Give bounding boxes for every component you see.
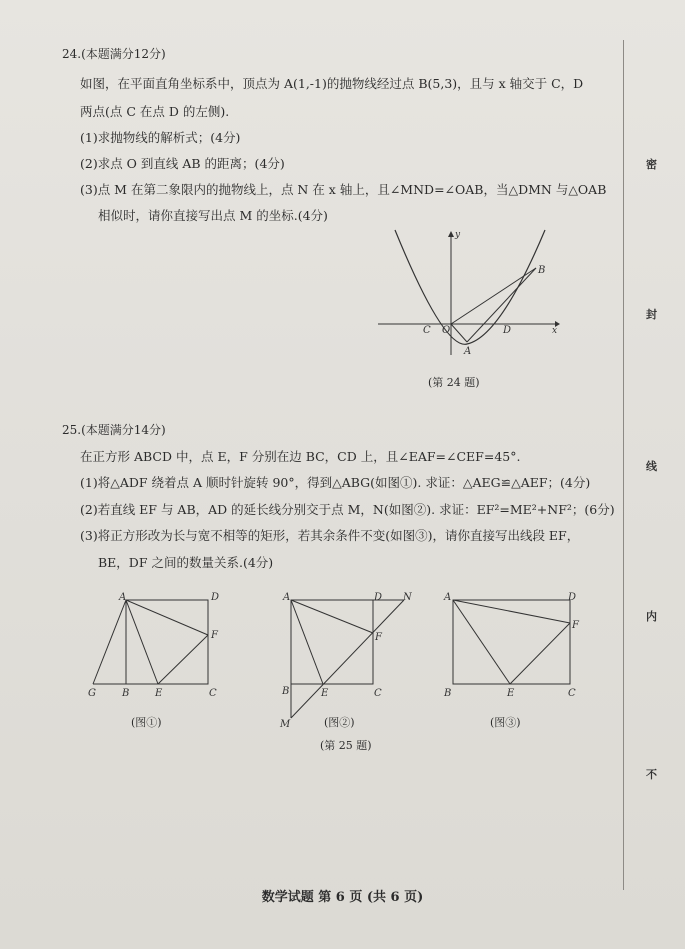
q24-part2: (2)求点 O 到直线 AB 的距离；(4分) — [80, 156, 285, 171]
label-D: D — [568, 592, 577, 603]
label-O: O — [442, 325, 451, 336]
segment-AF — [453, 600, 570, 623]
q25-figure-caption: (第 25 题) — [320, 739, 372, 752]
q24-header: 24.(本题满分12分) — [62, 47, 166, 61]
square-ABCD — [291, 600, 373, 684]
label-C: C — [568, 688, 576, 699]
binding-line — [623, 40, 624, 890]
label-A: A — [444, 592, 452, 603]
q25-figure-2 — [277, 588, 417, 728]
segment-AB — [467, 268, 536, 342]
label-x: x — [552, 326, 558, 336]
q25-stem: 在正方形 ABCD 中，点 E，F 分别在边 BC，CD 上，且∠EAF=∠CEF=45°. — [80, 449, 521, 464]
q25-header: 25.(本题满分14分) — [62, 423, 166, 437]
segment-AG — [93, 600, 126, 684]
label-M: M — [280, 719, 291, 730]
q25-figure-3-caption: (图③) — [490, 716, 521, 729]
segment-AE — [126, 600, 158, 684]
label-D: D — [503, 325, 512, 336]
segment-EF — [158, 635, 208, 684]
label-B: B — [122, 688, 130, 699]
q25-part2: (2)若直线 EF 与 AB，AD 的延长线分别交于点 M，N(如图②). 求证：EF²=ME²+NF²；(6分) — [80, 502, 615, 517]
line-MN — [291, 600, 404, 718]
q24-figure — [370, 225, 570, 360]
segment-AE — [453, 600, 510, 684]
q24-part3-line1: (3)点 M 在第二象限内的抛物线上，点 N 在 x 轴上，且∠MND=∠OAB，当△DMN 与△OAB — [80, 182, 607, 197]
label-B: B — [282, 686, 290, 697]
label-C: C — [374, 688, 382, 699]
margin-mark-4: 内 — [646, 610, 657, 623]
q24-stem-line2: 两点(点 C 在点 D 的左侧). — [80, 104, 230, 119]
margin-mark-1: 密 — [646, 158, 657, 171]
label-A: A — [119, 592, 127, 603]
label-B: B — [538, 265, 546, 276]
q25-figure-1 — [85, 588, 225, 700]
segment-AE — [291, 600, 323, 684]
label-E: E — [507, 688, 515, 699]
label-A: A — [464, 346, 472, 357]
segment-EF — [510, 623, 570, 684]
label-E: E — [155, 688, 163, 699]
margin-mark-3: 线 — [646, 460, 657, 473]
label-D: D — [211, 592, 220, 603]
rectangle-ABCD — [453, 600, 570, 684]
q24-figure-caption: (第 24 题) — [428, 376, 480, 389]
label-F: F — [375, 632, 382, 643]
segment-OB — [451, 268, 536, 324]
q25-part1: (1)将△ADF 绕着点 A 顺时针旋转 90°，得到△ABG(如图①). 求证：△AEG≌△AEF；(4分) — [80, 475, 591, 490]
segment-AF — [126, 600, 208, 635]
margin-mark-5: 不 — [646, 768, 657, 781]
label-C: C — [209, 688, 217, 699]
segment-AF — [291, 600, 373, 633]
label-G: G — [88, 688, 96, 699]
q24-part3-line2: 相似时，请你直接写出点 M 的坐标.(4分) — [98, 208, 328, 223]
q24-part1: (1)求抛物线的解析式；(4分) — [80, 130, 241, 145]
q24-stem-line1: 如图，在平面直角坐标系中，顶点为 A(1,-1)的抛物线经过点 B(5,3)，且与 x 轴交于 C，D — [80, 76, 584, 91]
label-F: F — [572, 620, 579, 631]
label-N: N — [403, 592, 412, 603]
margin-mark-2: 封 — [646, 308, 657, 321]
q25-part3-line2: BE，DF 之间的数量关系.(4分) — [98, 555, 274, 570]
label-E: E — [321, 688, 329, 699]
q25-figure-3 — [440, 588, 590, 700]
label-y: y — [455, 230, 461, 240]
label-B: B — [444, 688, 452, 699]
square-ABCD — [126, 600, 208, 684]
y-axis-arrow — [448, 231, 454, 237]
label-F: F — [211, 630, 218, 641]
page-footer: 数学试题 第 6 页 (共 6 页) — [261, 890, 424, 905]
label-A: A — [283, 592, 291, 603]
q25-part3-line1: (3)将正方形改为长与宽不相等的矩形，若其余条件不变(如图③)，请你直接写出线段 EF， — [80, 528, 580, 543]
q25-figure-2-caption: (图②) — [324, 716, 355, 729]
label-D: D — [374, 592, 383, 603]
label-C: C — [423, 325, 431, 336]
q25-figure-1-caption: (图①) — [131, 716, 162, 729]
parabola — [395, 230, 545, 344]
